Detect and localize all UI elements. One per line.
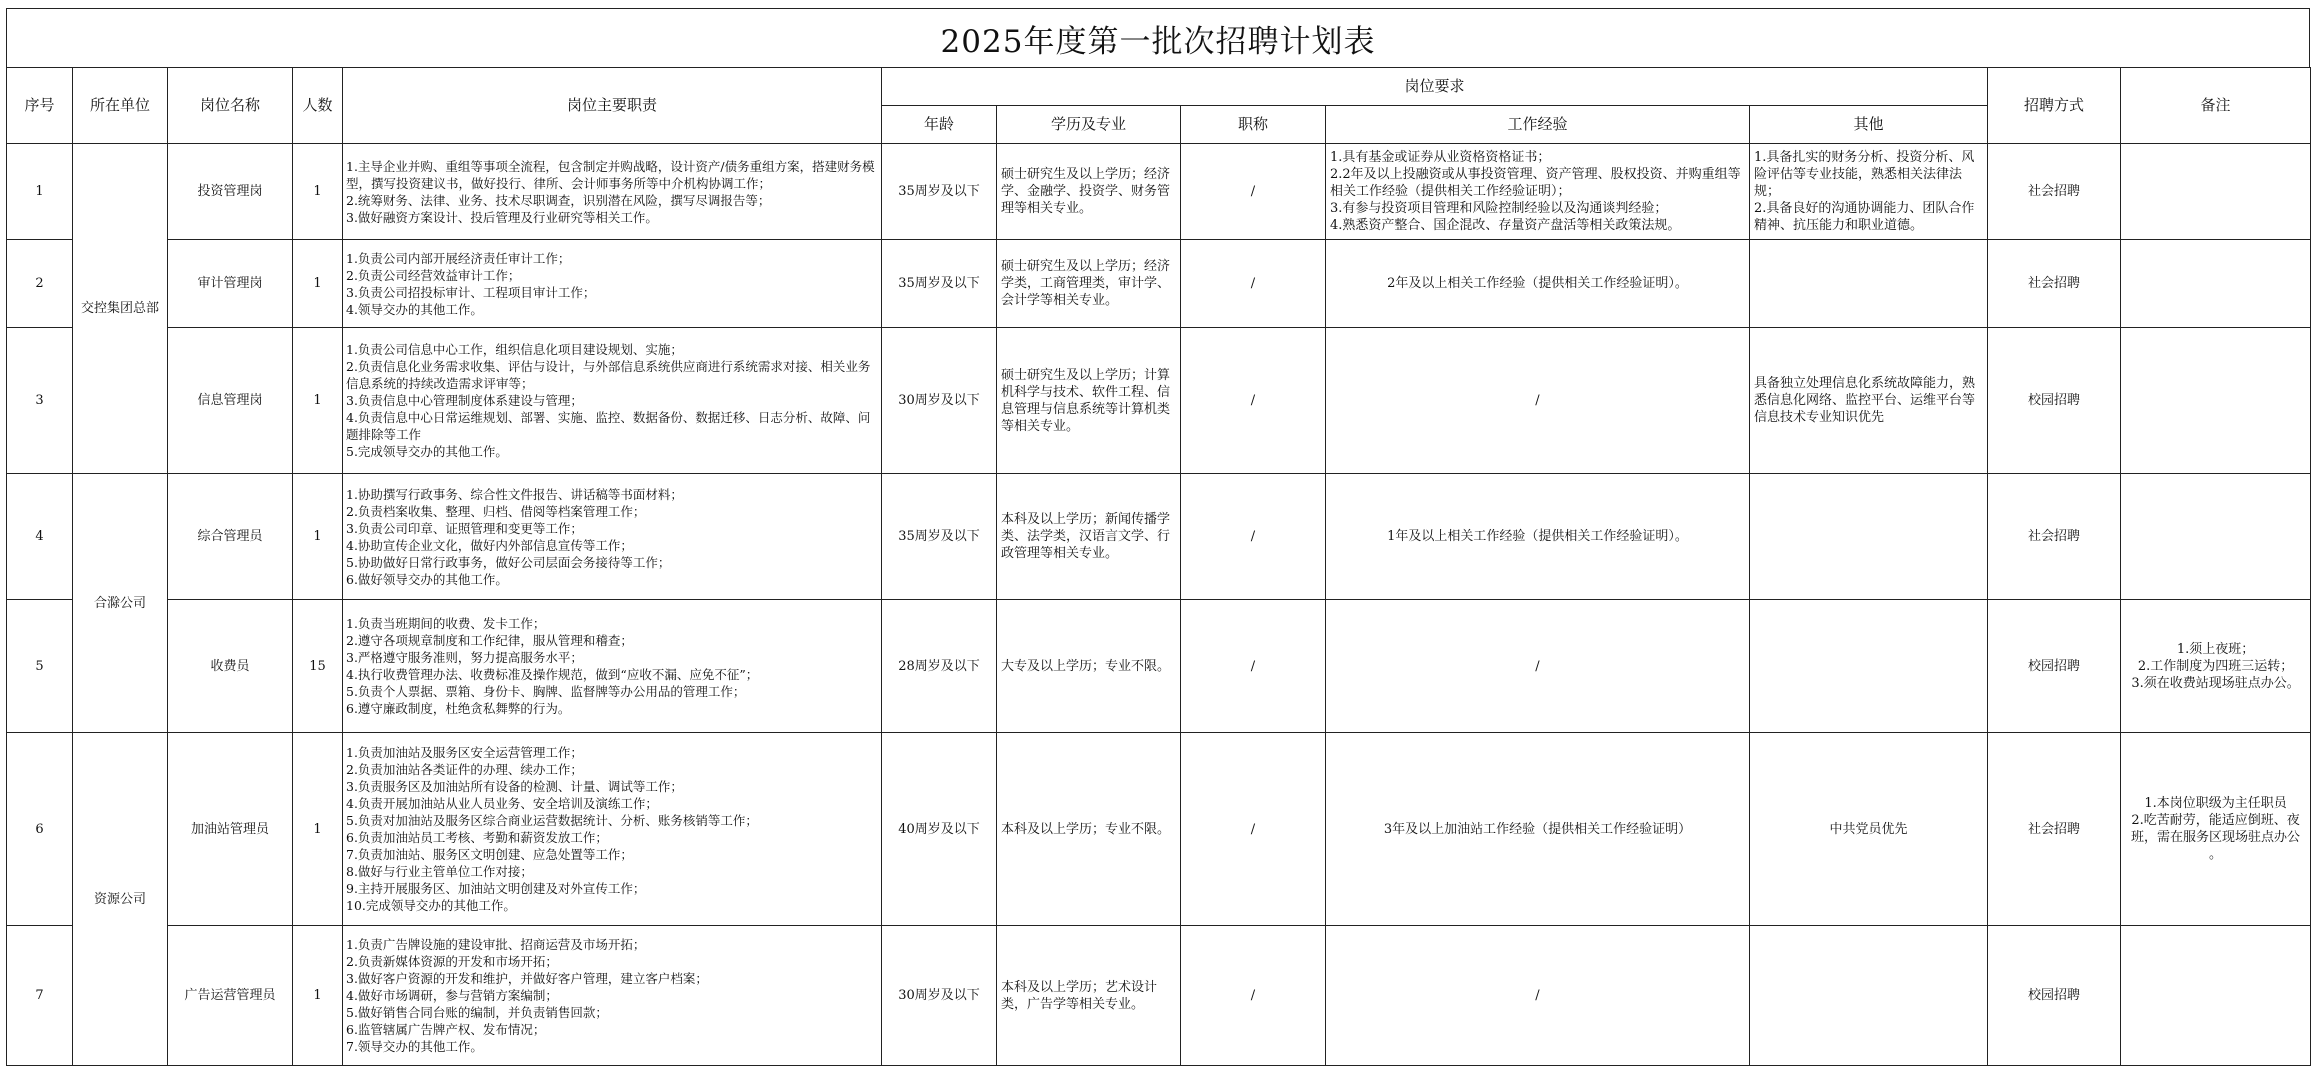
- position-name: 投资管理岗: [168, 144, 293, 240]
- headcount: 1: [293, 733, 343, 926]
- duty-line: 1.协助撰写行政事务、综合性文件报告、讲话稿等书面材料；: [346, 486, 683, 502]
- remark-line: 1.本岗位职级为主任职员: [2144, 796, 2287, 811]
- duty-line: 7.负责加油站、服务区文明创建、应急处置等工作；: [346, 847, 633, 862]
- position-name: 综合管理员: [168, 474, 293, 600]
- duty-line: 6.监管辖属广告牌产权、发布情况；: [346, 1022, 546, 1037]
- table-row: [7, 240, 2311, 328]
- duties-cell: [343, 144, 882, 240]
- experience-cell: [1326, 474, 1750, 600]
- duty-line: 3.严格遵守服务准则，努力提高服务水平；: [346, 650, 583, 665]
- headcount: 1: [293, 240, 343, 328]
- other-cell: [1750, 474, 1988, 600]
- recruit-method: 社会招聘: [1988, 733, 2121, 926]
- header-age: 年龄: [882, 106, 997, 144]
- duty-line: 5.协助做好日常行政事务，做好公司层面会务接待等工作；: [346, 554, 671, 570]
- row-index: 1: [7, 144, 73, 240]
- duty-line: 3.负责公司招投标审计、工程项目审计工作；: [346, 284, 596, 300]
- other-cell: [1750, 733, 1988, 926]
- duty-line: 3.做好融资方案设计、投后管理及行业研究等相关工作。: [346, 209, 658, 225]
- header-remarks: 备注: [2121, 68, 2311, 144]
- remarks-cell: [2121, 600, 2311, 733]
- recruit-method: 社会招聘: [1988, 240, 2121, 328]
- education-requirement: 硕士研究生及以上学历；经济学、金融学、投资学、财务管理等相关专业。: [997, 144, 1181, 240]
- title-rank: /: [1181, 240, 1326, 328]
- duty-line: 5.完成领导交办的其他工作。: [346, 444, 508, 459]
- table-row: [7, 600, 2311, 733]
- experience-cell: [1326, 240, 1750, 328]
- experience-cell: [1326, 733, 1750, 926]
- other-cell: [1750, 926, 1988, 1066]
- title-rank: /: [1181, 733, 1326, 926]
- other-cell: [1750, 600, 1988, 733]
- recruit-method: 社会招聘: [1988, 144, 2121, 240]
- recruitment-table: [6, 67, 2311, 1066]
- experience-line: 2年及以上相关工作经验（提供相关工作经验证明）。: [1387, 276, 1688, 291]
- other-cell: [1750, 144, 1988, 240]
- header-experience: 工作经验: [1326, 106, 1750, 144]
- age-requirement: 40周岁及以下: [882, 733, 997, 926]
- unit-name: 交控集团总部: [73, 144, 168, 474]
- other-line: 具备独立处理信息化系统故障能力，熟悉信息化网络、监控平台、运维平台等信息技术专业知识优先: [1754, 376, 1976, 425]
- education-requirement: 本科及以上学历；艺术设计类，广告学等相关专业。: [997, 926, 1181, 1066]
- duty-line: 4.执行收费管理办法、收费标准及操作规范，做到“应收不漏、应免不征”；: [346, 667, 759, 682]
- education-requirement: 大专及以上学历；专业不限。: [997, 600, 1181, 733]
- position-name: 广告运营管理员: [168, 926, 293, 1066]
- remarks-cell: [2121, 240, 2311, 328]
- duty-line: 3.负责信息中心管理制度体系建设与管理；: [346, 393, 583, 408]
- duty-line: 4.做好市场调研，参与营销方案编制；: [346, 988, 558, 1003]
- table-body: [7, 144, 2311, 1066]
- row-index: 2: [7, 240, 73, 328]
- education-requirement: 硕士研究生及以上学历；计算机科学与技术、软件工程、信息管理与信息系统等计算机类等相关专业。: [997, 328, 1181, 474]
- title-rank: /: [1181, 926, 1326, 1066]
- experience-line: 1年及以上相关工作经验（提供相关工作经验证明）。: [1387, 529, 1688, 544]
- age-requirement: 35周岁及以下: [882, 474, 997, 600]
- remarks-cell: [2121, 474, 2311, 600]
- row-index: 6: [7, 733, 73, 926]
- recruit-method: 校园招聘: [1988, 926, 2121, 1066]
- duty-line: 2.负责加油站各类证件的办理、续办工作；: [346, 762, 583, 777]
- duty-line: 9.主持开展服务区、加油站文明创建及对外宣传工作；: [346, 881, 646, 896]
- title-rank: /: [1181, 474, 1326, 600]
- experience-line: 4.熟悉资产整合、国企混改、存量资产盘活等相关政策法规。: [1330, 218, 1681, 233]
- age-requirement: 35周岁及以下: [882, 144, 997, 240]
- duty-line: 2.负责公司经营效益审计工作；: [346, 267, 521, 283]
- duty-line: 1.主导企业并购、重组等事项全流程，包含制定并购战略，设计资产/债务重组方案，搭建财务模型，撰写投资建议书，做好投行、律所、会计师事务所等中介机构协调工作；: [346, 158, 875, 191]
- duty-line: 4.协助宣传企业文化，做好内外部信息宣传等工作；: [346, 537, 633, 553]
- education-requirement: 本科及以上学历；专业不限。: [997, 733, 1181, 926]
- duty-line: 2.负责信息化业务需求收集、评估与设计，与外部信息系统供应商进行系统需求对接、相关业务信息系统的持续改造需求评审等；: [346, 359, 871, 391]
- duty-line: 2.统筹财务、法律、业务、技术尽职调查，识别潜在风险，撰写尽调报告等；: [346, 192, 771, 208]
- education-requirement: 本科及以上学历；新闻传播学类、法学类，汉语言文学、行政管理等相关专业。: [997, 474, 1181, 600]
- remarks-cell: [2121, 733, 2311, 926]
- unit-name: 合滁公司: [73, 474, 168, 733]
- duty-line: 4.负责开展加油站从业人员业务、安全培训及演练工作；: [346, 796, 658, 811]
- age-requirement: 30周岁及以下: [882, 328, 997, 474]
- duty-line: 7.领导交办的其他工作。: [346, 1039, 483, 1054]
- experience-line: /: [1535, 393, 1540, 408]
- remarks-cell: [2121, 926, 2311, 1066]
- duty-line: 1.负责公司信息中心工作，组织信息化项目建设规划、实施；: [346, 342, 683, 357]
- other-line: 1.具备扎实的财务分析、投资分析、风险评估等专业技能，熟悉相关法律法规；: [1754, 150, 1975, 199]
- headcount: 1: [293, 474, 343, 600]
- header-requirements: 岗位要求: [882, 68, 1988, 106]
- table-row: [7, 733, 2311, 926]
- duty-line: 2.负责新媒体资源的开发和市场开拓；: [346, 954, 558, 969]
- experience-cell: [1326, 328, 1750, 474]
- duty-line: 8.做好与行业主管单位工作对接；: [346, 864, 533, 879]
- table-row: [7, 144, 2311, 240]
- other-cell: [1750, 328, 1988, 474]
- duty-line: 3.做好客户资源的开发和维护，并做好客户管理，建立客户档案；: [346, 971, 708, 986]
- recruitment-plan-sheet: [6, 8, 2310, 1072]
- recruit-method: 校园招聘: [1988, 328, 2121, 474]
- duty-line: 6.遵守廉政制度，杜绝贪私舞弊的行为。: [346, 701, 571, 716]
- duty-line: 6.做好领导交办的其他工作。: [346, 571, 508, 587]
- experience-line: 1.具有基金或证券从业资格资格证书；: [1330, 150, 1551, 165]
- duty-line: 1.负责公司内部开展经济责任审计工作；: [346, 250, 571, 266]
- duty-line: 1.负责加油站及服务区安全运营管理工作；: [346, 745, 583, 760]
- row-index: 7: [7, 926, 73, 1066]
- duty-line: 2.负责档案收集、整理、归档、借阅等档案管理工作；: [346, 503, 646, 519]
- duty-line: 1.负责广告牌设施的建设审批、招商运营及市场开拓；: [346, 937, 646, 952]
- header-education: 学历及专业: [997, 106, 1181, 144]
- duty-line: 5.做好销售合同台账的编制，并负责销售回款；: [346, 1005, 608, 1020]
- page-title: 2025年度第一批次招聘计划表: [6, 8, 2310, 67]
- header-unit: 所在单位: [73, 68, 168, 144]
- experience-cell: [1326, 926, 1750, 1066]
- recruit-method: 社会招聘: [1988, 474, 2121, 600]
- row-index: 5: [7, 600, 73, 733]
- unit-name: 资源公司: [73, 733, 168, 1066]
- remark-line: 3.须在收费站现场驻点办公。: [2131, 675, 2300, 691]
- duties-cell: [343, 474, 882, 600]
- header-position: 岗位名称: [168, 68, 293, 144]
- duties-cell: [343, 328, 882, 474]
- position-name: 信息管理岗: [168, 328, 293, 474]
- other-line: 中共党员优先: [1829, 821, 1908, 837]
- age-requirement: 35周岁及以下: [882, 240, 997, 328]
- remark-line: 。: [2209, 847, 2223, 862]
- remark-line: 1.须上夜班；: [2176, 641, 2255, 657]
- duty-line: 10.完成领导交办的其他工作。: [346, 898, 516, 913]
- position-name: 加油站管理员: [168, 733, 293, 926]
- position-name: 审计管理岗: [168, 240, 293, 328]
- header-index: 序号: [7, 68, 73, 144]
- education-requirement: 硕士研究生及以上学历；经济学类，工商管理类，审计学、会计学等相关专业。: [997, 240, 1181, 328]
- headcount: 1: [293, 144, 343, 240]
- experience-cell: [1326, 600, 1750, 733]
- age-requirement: 30周岁及以下: [882, 926, 997, 1066]
- title-rank: /: [1181, 600, 1326, 733]
- age-requirement: 28周岁及以下: [882, 600, 997, 733]
- position-name: 收费员: [168, 600, 293, 733]
- remarks-cell: [2121, 328, 2311, 474]
- headcount: 1: [293, 328, 343, 474]
- table-row: [7, 328, 2311, 474]
- other-line: 2.具备良好的沟通协调能力、团队合作精神、抗压能力和职业道德。: [1754, 201, 1975, 233]
- title-rank: /: [1181, 328, 1326, 474]
- duty-line: 3.负责服务区及加油站所有设备的检测、计量、调试等工作；: [346, 779, 683, 794]
- header-method: 招聘方式: [1988, 68, 2121, 144]
- row-index: 3: [7, 328, 73, 474]
- duties-cell: [343, 733, 882, 926]
- duty-line: 4.负责信息中心日常运维规划、部署、实施、监控、数据备份、数据迁移、日志分析、故障、问题排除等工作: [346, 410, 871, 442]
- duty-line: 2.遵守各项规章制度和工作纪律，服从管理和稽查；: [346, 633, 633, 648]
- duties-cell: [343, 240, 882, 328]
- row-index: 4: [7, 474, 73, 600]
- duty-line: 6.负责加油站员工考核、考勤和薪资发放工作；: [346, 830, 608, 845]
- header-other: 其他: [1750, 106, 1988, 144]
- duty-line: 5.负责个人票据、票箱、身份卡、胸牌、监督牌等办公用品的管理工作；: [346, 684, 746, 699]
- experience-line: /: [1535, 988, 1540, 1003]
- table-row: [7, 926, 2311, 1066]
- remark-line: 2.吃苦耐劳，能适应倒班、夜班，需在服务区现场驻点办公: [2131, 813, 2301, 845]
- table-row: [7, 474, 2311, 600]
- experience-cell: [1326, 144, 1750, 240]
- duty-line: 5.负责对加油站及服务区综合商业运营数据统计、分析、账务核销等工作；: [346, 813, 758, 828]
- duties-cell: [343, 926, 882, 1066]
- experience-line: 3.有参与投资项目管理和风险控制经验以及沟通谈判经验；: [1330, 201, 1668, 216]
- header-duties: 岗位主要职责: [343, 68, 882, 144]
- header-count: 人数: [293, 68, 343, 144]
- remark-line: 2.工作制度为四班三运转；: [2137, 658, 2294, 674]
- duty-line: 4.领导交办的其他工作。: [346, 301, 483, 317]
- recruit-method: 校园招聘: [1988, 600, 2121, 733]
- experience-line: 3年及以上加油站工作经验（提供相关工作经验证明）: [1383, 821, 1692, 837]
- header-title-rank: 职称: [1181, 106, 1326, 144]
- duty-line: 1.负责当班期间的收费、发卡工作；: [346, 616, 546, 631]
- duty-line: 3.负责公司印章、证照管理和变更等工作；: [346, 520, 583, 536]
- other-cell: [1750, 240, 1988, 328]
- headcount: 1: [293, 926, 343, 1066]
- remarks-cell: [2121, 144, 2311, 240]
- duties-cell: [343, 600, 882, 733]
- experience-line: 2.2年及以上投融资或从事投资管理、资产管理、股权投资、并购重组等相关工作经验（提供相关工作经验证明）；: [1330, 167, 1741, 199]
- experience-line: /: [1535, 658, 1540, 674]
- headcount: 15: [293, 600, 343, 733]
- title-rank: /: [1181, 144, 1326, 240]
